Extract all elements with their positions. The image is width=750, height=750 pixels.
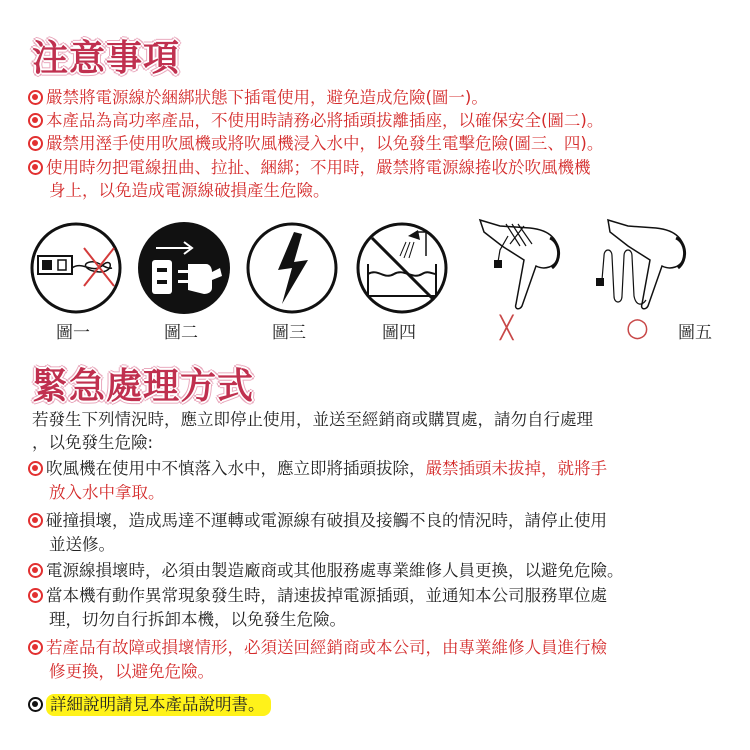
- emergency-item: [28, 560, 624, 582]
- emergency-item: [28, 585, 607, 607]
- item-text: 吹風機在使用中不慎落入水中，應立即將插頭拔除，: [46, 459, 426, 478]
- correct-mark: ○: [626, 313, 649, 343]
- figure-label-4: 圖四: [382, 323, 416, 343]
- item-text: 使用時勿把電線扭曲、拉扯、綑綁；: [46, 158, 310, 177]
- item-text: 碰撞損壞，造成馬達不運轉或電源線有破損及接觸不良的情況時，請停止使用: [46, 511, 607, 530]
- figure-label-5: 圖五: [678, 323, 712, 343]
- figure-label-1: 圖一: [56, 323, 90, 343]
- precaution-item: [28, 133, 603, 155]
- precaution-item: [28, 87, 488, 109]
- emergency-item-cont: [28, 482, 165, 504]
- item-text-warning: 若產品有故障或損壞情形，必須送回經銷商或本公司，由專業維修人員進行檢: [46, 638, 607, 657]
- precaution-item: [28, 110, 603, 132]
- emergency-item-cont: [28, 661, 214, 683]
- bullet-icon: [28, 136, 43, 151]
- emergency-item: [28, 510, 607, 532]
- no-water-icon: [354, 220, 450, 316]
- wrong-mark: ╳: [500, 316, 514, 341]
- unplug-icon: [136, 220, 232, 316]
- bullet-icon: [28, 640, 43, 655]
- emergency-item: [28, 637, 607, 659]
- figure-label-3: 圖三: [272, 323, 306, 343]
- item-text: 身上，以免造成電源線破損產生危險。: [49, 181, 330, 200]
- bullet-icon: [28, 113, 43, 128]
- item-text: 並送修。: [49, 535, 115, 554]
- item-text: 電源線損壞時，必須由製造廠商或其他服務處專業維修人員更換，以避免危險。: [46, 561, 624, 580]
- electric-shock-icon: [244, 220, 340, 316]
- section-title-precautions: 注意事項: [32, 38, 181, 79]
- section-title-emergency: 緊急處理方式: [32, 366, 255, 407]
- bullet-icon: [28, 588, 43, 603]
- intro-text: ，以免發生危險:: [32, 433, 154, 452]
- bullet-icon: [28, 513, 43, 528]
- item-text-warning: 修更換，以避免危險。: [49, 662, 214, 681]
- bullet-icon: [28, 160, 43, 175]
- bullet-icon: [28, 563, 43, 578]
- emergency-intro-cont: [32, 432, 153, 454]
- item-text-warning: 放入水中拿取。: [49, 483, 165, 502]
- bullet-icon: [28, 697, 43, 712]
- emergency-intro: [32, 409, 593, 431]
- item-text: 本產品為高功率產品，不使用時請務必將插頭拔離插座，以確保安全(圖二)。: [46, 111, 604, 130]
- precaution-item: [28, 157, 591, 179]
- bullet-icon: [28, 461, 43, 476]
- intro-text: 若發生下列情況時，應立即停止使用，並送至經銷商或購買處，請勿自行處理: [32, 410, 593, 429]
- manual-note-text: 詳細說明請見本產品說明書。: [46, 694, 271, 716]
- manual-note: [28, 694, 271, 716]
- hair-dryer-wrapped-cord-icon: [470, 210, 600, 310]
- precaution-item-cont: [28, 180, 330, 202]
- emergency-item-cont: [28, 609, 346, 631]
- bullet-icon: [28, 90, 43, 105]
- item-text: 嚴禁用溼手使用吹風機或將吹風機浸入水中，以免發生電擊危險(圖三、四)。: [46, 134, 604, 153]
- emergency-item: [28, 458, 607, 480]
- tangled-cord-prohibited-icon: [28, 220, 124, 316]
- item-text: 不用時，嚴禁將電源線捲收於吹風機機: [310, 158, 591, 177]
- item-text-warning: 嚴禁插頭未拔掉，就將手: [425, 459, 607, 478]
- item-text: 嚴禁將電源線於綑綁狀態下插電使用，避免造成危險(圖一)。: [46, 88, 488, 107]
- figure-label-2: 圖二: [164, 323, 198, 343]
- item-text: 理，切勿自行拆卸本機，以免發生危險。: [49, 610, 346, 629]
- hair-dryer-loose-cord-icon: [588, 210, 718, 310]
- emergency-item-cont: [28, 534, 115, 556]
- item-text: 當本機有動作異常現象發生時，請速拔掉電源插頭，並通知本公司服務單位處: [46, 586, 607, 605]
